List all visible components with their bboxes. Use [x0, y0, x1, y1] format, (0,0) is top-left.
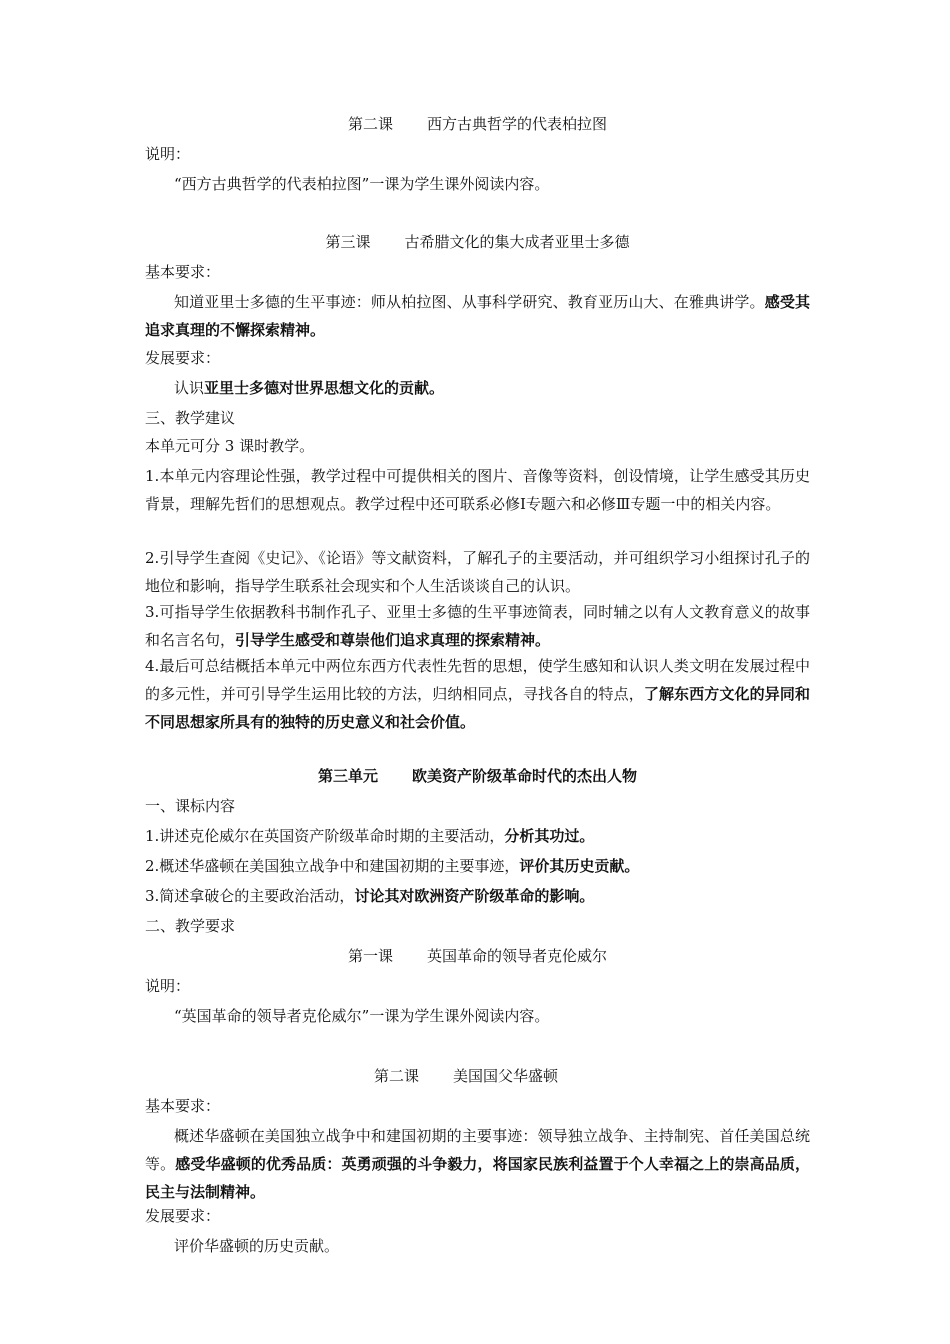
section-heading-requirements: 二、教学要求 [145, 917, 236, 935]
standard-bold: 评价其历史贡献。 [519, 857, 640, 875]
lesson-title-cromwell [145, 946, 810, 966]
suggestion-item-2: 2.引导学生查阅《史记》、《论语》等文献资料，了解孔子的主要活动，并可组织学习小组探讨孔子的地位和影响，指导学生联系社会现实和个人生活谈谈自己的认识。 [145, 549, 810, 595]
lesson-title-aristotle [145, 232, 810, 252]
lesson-number: 第一课 [347, 947, 393, 965]
standard-text: 3.简述拿破仑的主要政治活动， [145, 887, 355, 905]
lesson-number: 第二课 [374, 1067, 420, 1085]
standard-item-2 [145, 856, 810, 876]
suggestion-item-1: 1.本单元内容理论性强，教学过程中可提供相关的图片、音像等资料，创设情境，让学生感受其历史背景，理解先哲们的思想观点。教学过程中还可联系必修Ⅰ专题六和必修Ⅲ专题一中的相关内容。 [145, 467, 810, 513]
item4-bold: 了解东西方文化的异同和不同思想家所具有的独特的历史意义和社会价值。 [145, 685, 810, 731]
lesson-title-washington [374, 1066, 810, 1086]
development-requirements-text: 评价华盛顿的历史贡献。 [174, 1237, 340, 1255]
development-requirements-label: 发展要求： [145, 349, 221, 367]
basic-text-bold: 感受华盛顿的优秀品质：英勇顽强的斗争毅力，将国家民族利益置于个人幸福之上的崇高品质，民主与法制精神。 [145, 1155, 810, 1201]
basic-requirements-text [145, 288, 810, 344]
suggestion-item-3 [145, 598, 810, 654]
lesson-number: 第二课 [347, 115, 393, 133]
suggestion-item-4 [145, 652, 810, 736]
dev-prefix: 认识 [174, 379, 205, 397]
item4-text: 4.最后可总结概括本单元中两位东西方代表性先哲的思想，使学生感知和认识人类文明在发展过程中的多元性，并可引导学生运用比较的方法，归纳相同点，寻找各自的特点， [145, 657, 810, 703]
note-label: 说明： [145, 977, 191, 995]
basic-requirements-label: 基本要求： [145, 263, 221, 281]
item3-text: 3.可指导学生依据教科书制作孔子、亚里士多德的生平事迹简表，同时辅之以有人文教育意义的故事和名言名句， [145, 603, 810, 649]
note-text: “英国革命的领导者克伦威尔”一课为学生课外阅读内容。 [174, 1007, 550, 1025]
lesson-name: 美国国父华盛顿 [453, 1067, 559, 1085]
standard-item-3 [145, 886, 810, 906]
lesson-title-plato [145, 114, 810, 134]
development-requirements-label: 发展要求： [145, 1207, 221, 1225]
note-label: 说明： [145, 145, 191, 163]
unit-title [145, 766, 810, 786]
dev-bold: 亚里士多德对世界思想文化的贡献。 [204, 379, 445, 397]
standard-text: 1.讲述克伦威尔在英国资产阶级革命时期的主要活动， [145, 827, 505, 845]
development-requirements-text [174, 378, 810, 398]
item3-bold: 引导学生感受和尊崇他们追求真理的探索精神。 [235, 631, 551, 649]
standard-bold: 分析其功过。 [504, 827, 595, 845]
standard-item-1 [145, 826, 810, 846]
lesson-name: 古希腊文化的集大成者亚里士多德 [404, 233, 630, 251]
suggestions-intro: 本单元可分 3 课时教学。 [145, 437, 315, 455]
unit-name: 欧美资产阶级革命时代的杰出人物 [412, 767, 638, 785]
section-heading-suggestions: 三、教学建议 [145, 409, 236, 427]
basic-requirements-label: 基本要求： [145, 1097, 221, 1115]
lesson-name: 英国革命的领导者克伦威尔 [427, 947, 608, 965]
basic-text: 知道亚里士多德的生平事迹：师从柏拉图、从事科学研究、教育亚历山大、在雅典讲学。 [174, 293, 765, 311]
standard-text: 2.概述华盛顿在美国独立战争中和建国初期的主要事迹， [145, 857, 520, 875]
basic-text-bold: 感受其追求真理的不懈探索精神。 [145, 293, 810, 339]
basic-requirements-text [145, 1122, 810, 1206]
lesson-number: 第三课 [325, 233, 371, 251]
standard-bold: 讨论其对欧洲资产阶级革命的影响。 [354, 887, 595, 905]
section-heading-standards: 一、课标内容 [145, 797, 236, 815]
unit-number: 第三单元 [317, 767, 378, 785]
note-text: “西方古典哲学的代表柏拉图”一课为学生课外阅读内容。 [174, 175, 550, 193]
lesson-name: 西方古典哲学的代表柏拉图 [427, 115, 608, 133]
basic-text: 概述华盛顿在美国独立战争中和建国初期的主要事迹：领导独立战争、主持制宪、首任美国总统等。 [145, 1127, 810, 1173]
